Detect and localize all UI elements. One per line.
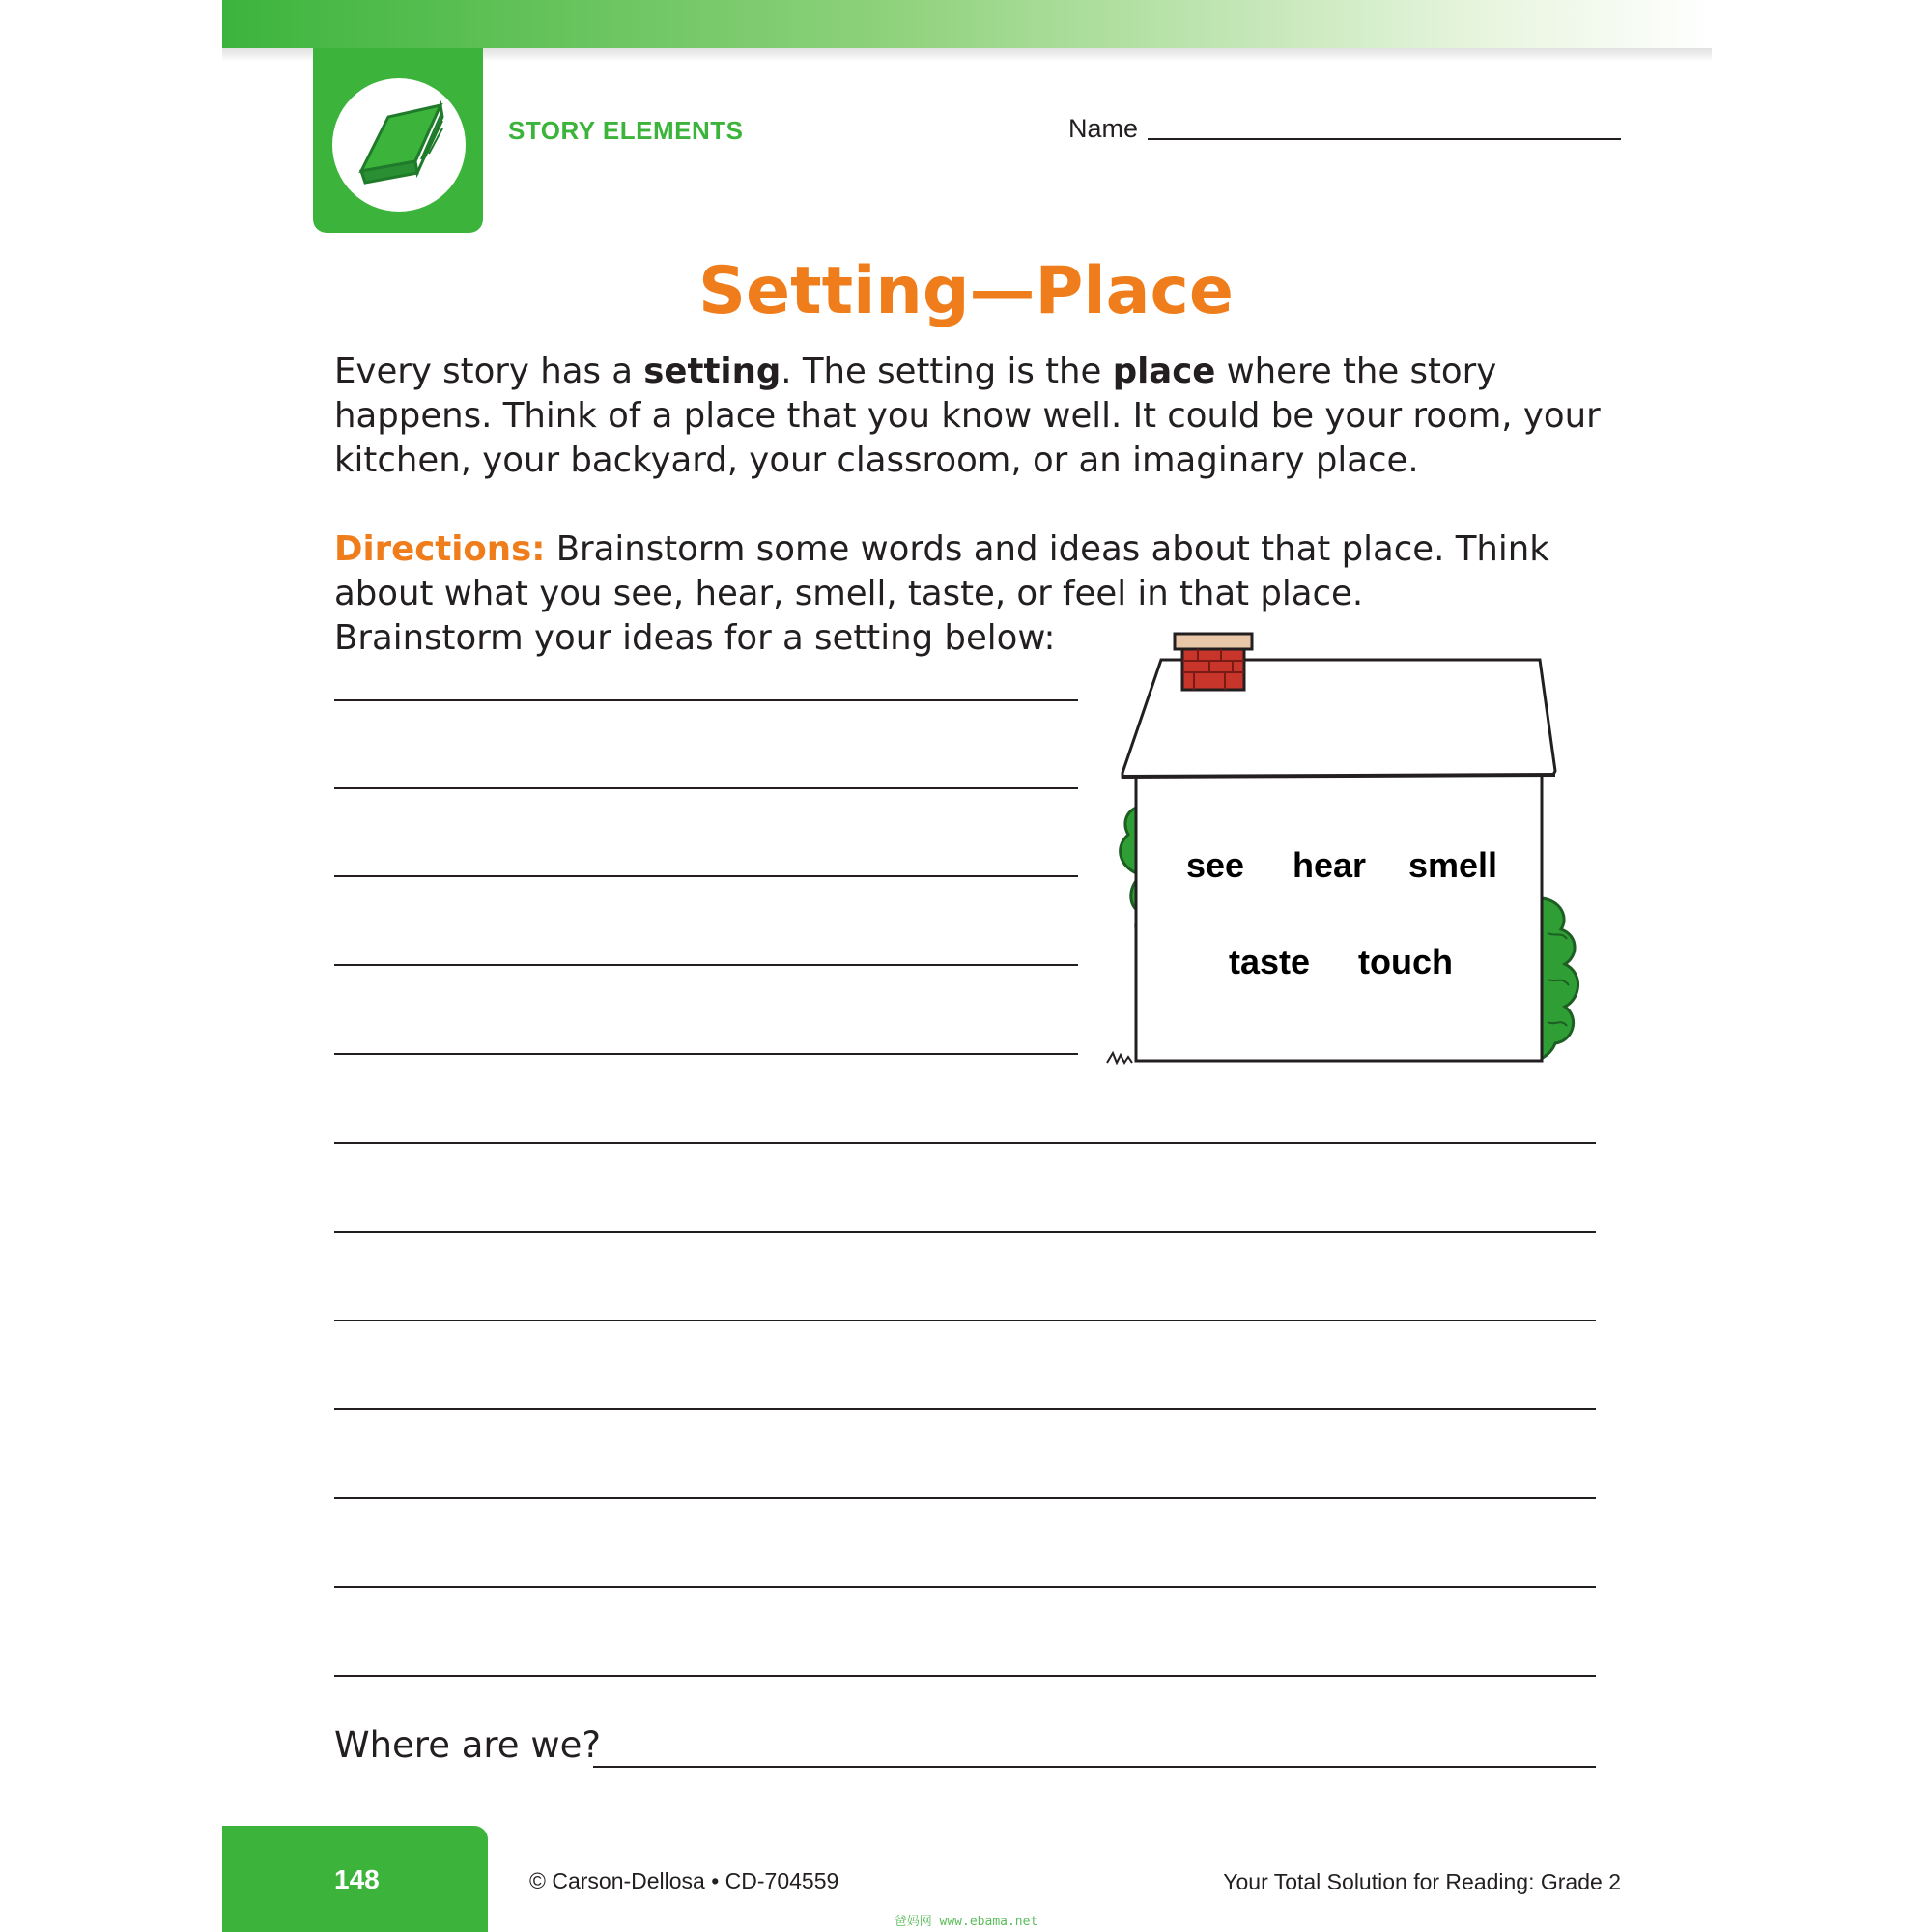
- where-answer-line[interactable]: [593, 1766, 1596, 1768]
- house-word-see: see: [1186, 845, 1245, 885]
- writing-line[interactable]: [334, 1497, 1596, 1499]
- writing-line[interactable]: [334, 1142, 1596, 1144]
- section-label: STORY ELEMENTS: [508, 116, 744, 145]
- name-label: Name: [1068, 114, 1139, 143]
- where-question: Where are we?: [334, 1724, 601, 1766]
- chimney-icon: [1175, 634, 1252, 690]
- intro-paragraph: [334, 350, 1609, 483]
- top-color-band: [222, 0, 1712, 48]
- writing-line[interactable]: [334, 1320, 1596, 1321]
- intro-text-3: where the story happens. Think of a place that you know well. It could be your room, your kitchen, your backyard, your classroom, or an imaginary place.: [334, 352, 1601, 480]
- right-bush-icon: [1539, 898, 1578, 1061]
- copyright-text: © Carson-Dellosa • CD-704559: [529, 1868, 839, 1893]
- directions-text: Brainstorm some words and ideas about that place. Think about what you see, hear, smell, taste, or feel in that place.: [334, 529, 1549, 613]
- writing-line[interactable]: [334, 699, 1078, 701]
- intro-text-2: . The setting is the: [781, 352, 1113, 391]
- house-word-hear: hear: [1293, 845, 1367, 885]
- writing-line[interactable]: [334, 875, 1078, 877]
- house-wall: [1136, 775, 1542, 1061]
- writing-line[interactable]: [334, 1675, 1596, 1677]
- directions-label: Directions:: [334, 529, 546, 569]
- house-illustration: [1082, 628, 1604, 1072]
- house-word-touch: touch: [1358, 942, 1453, 981]
- writing-line[interactable]: [334, 1408, 1596, 1410]
- intro-text-1: Every story has a: [334, 352, 644, 391]
- house-word-smell: smell: [1408, 845, 1498, 885]
- house-word-taste: taste: [1229, 942, 1311, 981]
- intro-bold-setting: setting: [643, 352, 781, 391]
- book-title: Your Total Solution for Reading: Grade 2: [1223, 1869, 1621, 1894]
- book-icon: [332, 78, 466, 212]
- directions-prompt: Brainstorm your ideas for a setting below:: [334, 618, 1056, 658]
- writing-line[interactable]: [334, 964, 1078, 966]
- watermark: 爸妈网 www.ebama.net: [894, 1915, 1038, 1929]
- page-title: Setting—Place: [698, 253, 1234, 329]
- writing-line[interactable]: [334, 1053, 1078, 1055]
- writing-line[interactable]: [334, 787, 1078, 789]
- page-number: 148: [334, 1864, 380, 1894]
- writing-line[interactable]: [334, 1586, 1596, 1588]
- name-input-line[interactable]: [1148, 138, 1621, 140]
- writing-line[interactable]: [334, 1231, 1596, 1233]
- icon-circle: [332, 78, 466, 212]
- intro-bold-place: place: [1112, 352, 1216, 391]
